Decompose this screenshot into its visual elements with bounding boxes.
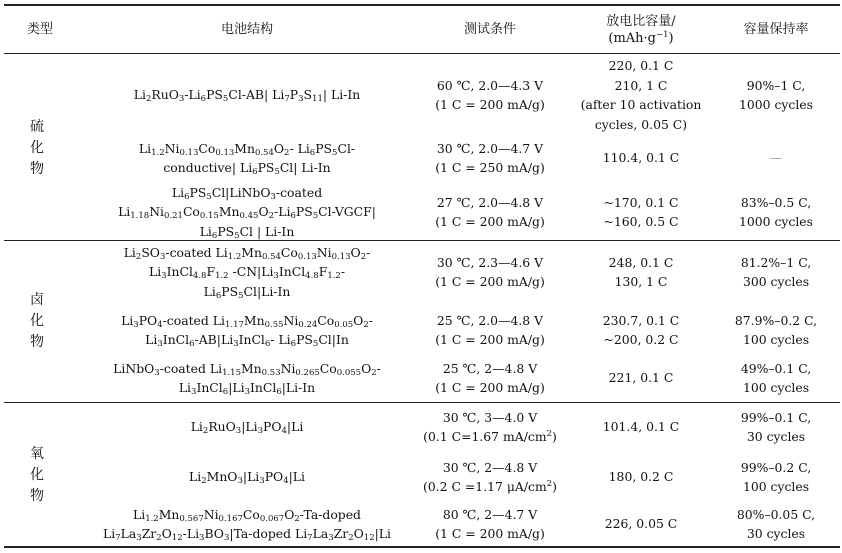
row-4-capacity-line: 130, 1 C xyxy=(614,274,668,289)
row-7-conditions xyxy=(410,408,570,447)
row-6-conditions xyxy=(410,359,570,398)
row-4-retention-line: 300 cycles xyxy=(742,274,810,289)
header-rule xyxy=(4,53,840,54)
row-2-structure xyxy=(84,139,410,178)
row-9-conditions-line: (1 C = 200 mA/g) xyxy=(435,526,545,541)
row-4-capacity xyxy=(570,253,712,292)
row-8-capacity xyxy=(570,467,712,487)
row-5-capacity-line: ~200, 0.2 C xyxy=(603,332,679,347)
row-3-structure-line: $Li_6PS_5Cl$ | Li-In xyxy=(199,223,295,241)
row-8-conditions xyxy=(410,458,570,497)
category-oxide: 氧 化 物 xyxy=(30,446,44,504)
row-1-capacity-line: 210, 1 C xyxy=(614,77,668,93)
row-2-conditions xyxy=(410,139,570,178)
row-6-conditions-line: 25 ℃, 2—4.8 V xyxy=(442,360,538,376)
row-7-capacity xyxy=(570,417,712,437)
top-rule xyxy=(4,4,840,6)
row-1-retention-line: 90%–1 C, xyxy=(746,77,806,93)
header-conditions: 测试条件 xyxy=(463,22,516,37)
row-5-structure-line: $Li_3PO_4$-coated $Li_{1.17}Mn_{0.55}Ni_{0.24}Co_{0.05}O_2-$ xyxy=(121,312,373,330)
row-1-conditions xyxy=(410,76,570,115)
header-structure: 电池结构 xyxy=(220,22,273,37)
row-3-conditions-line: (1 C = 200 mA/g) xyxy=(435,214,545,229)
header-retention: 容量保持率 xyxy=(743,22,809,37)
row-5-conditions-line: (1 C = 200 mA/g) xyxy=(435,332,545,347)
row-3-structure xyxy=(84,183,410,242)
row-8-retention-line: 99%–0.2 C, xyxy=(740,459,812,475)
row-9-conditions-line: 80 ℃, 2—4.7 V xyxy=(442,506,538,522)
row-4-structure-line: $Li_6PS_5Cl|Li-In$ xyxy=(203,283,291,301)
row-4-conditions xyxy=(410,253,570,292)
row-2-structure-line: $Li_{1.2}Ni_{0.13}Co_{0.13}Mn_{0.54}O_2-$ $Li_6PS_5Cl-$ xyxy=(138,140,356,158)
row-6-conditions-line: (1 C = 200 mA/g) xyxy=(435,380,545,395)
header-capacity-line1: 放电比容量/ xyxy=(606,14,676,29)
row-7-structure xyxy=(84,417,410,437)
row-1-structure xyxy=(84,85,410,105)
row-2-capacity-line: 110.4, 0.1 C xyxy=(602,150,680,166)
row-9-conditions xyxy=(410,505,570,544)
row-9-retention-line: 30 cycles xyxy=(746,526,806,541)
row-3-structure-line: $Li_6PS_5Cl|LiNbO_3$-coated xyxy=(171,184,323,202)
row-7-conditions-line: 30 ℃, 3—4.0 V xyxy=(442,409,538,425)
row-6-capacity xyxy=(570,368,712,388)
row-8-conditions-line: (0.2 C =1.17 $\mu A/cm^2$) xyxy=(423,479,557,494)
row-2-retention xyxy=(712,148,840,168)
row-9-retention xyxy=(712,505,840,544)
row-1-capacity-line: (after 10 activation xyxy=(580,97,702,112)
row-1-capacity xyxy=(570,56,712,134)
row-8-retention-line: 100 cycles xyxy=(742,479,810,494)
row-1-structure-line: $Li_2RuO_3-Li_6PS_5Cl-AB|$ $Li_7P_3S_{11}|$ Li-In xyxy=(133,87,361,105)
row-5-structure-line: $Li_3InCl_6-AB|Li_3InCl_6-$ $Li_6PS_5Cl|In$ xyxy=(145,332,349,349)
row-4-conditions-line: (1 C = 200 mA/g) xyxy=(435,274,545,289)
row-1-capacity-line: 220, 0.1 C xyxy=(608,58,674,73)
row-5-retention-line: 87.9%–0.2 C, xyxy=(734,312,818,328)
row-1-retention-line: 1000 cycles xyxy=(738,97,813,112)
row-3-capacity-line: ~170, 0.1 C xyxy=(603,194,679,210)
row-4-structure xyxy=(84,243,410,302)
header-capacity-line2: $(mAh\cdot g^{-1})$ xyxy=(608,30,674,46)
row-1-conditions-line: (1 C = 200 mA/g) xyxy=(435,97,545,112)
row-4-structure-line: $Li_3InCl_{4.8}F_{1.2}$ $-CN|Li_3InCl_{4.8}F_{1.2}-$ xyxy=(148,264,346,282)
row-3-retention xyxy=(712,193,840,232)
row-5-capacity-line: 230.7, 0.1 C xyxy=(602,312,680,328)
row-6-capacity-line: 221, 0.1 C xyxy=(608,370,674,386)
header-capacity xyxy=(570,13,712,47)
row-6-structure xyxy=(84,359,410,398)
row-2-conditions-line: 30 ℃, 2.0—4.7 V xyxy=(436,140,544,156)
row-8-structure-line: $Li_2MnO_3|Li_3PO_4|Li$ xyxy=(189,469,305,487)
row-3-retention-line: 1000 cycles xyxy=(738,214,813,229)
row-4-retention-line: 81.2%–1 C, xyxy=(740,254,812,270)
category-sulfide: 硫 化 物 xyxy=(30,119,44,177)
row-7-conditions-line: (0.1 C=1.67 $mA/cm^2$) xyxy=(423,429,557,444)
bottom-rule xyxy=(4,546,840,548)
row-9-capacity-line: 226, 0.05 C xyxy=(604,516,678,532)
row-6-retention xyxy=(712,359,840,398)
row-3-structure-line: $Li_{1.18}Ni_{0.21}Co_{0.15}Mn_{0.45}O_2-Li_6PS_5Cl-VGCF|$ xyxy=(118,204,376,222)
row-5-conditions-line: 25 ℃, 2.0—4.8 V xyxy=(436,312,544,328)
row-3-conditions-line: 27 ℃, 2.0—4.8 V xyxy=(436,194,544,210)
row-5-structure xyxy=(84,311,410,350)
row-6-retention-line: 49%–0.1 C, xyxy=(740,360,812,376)
row-3-capacity xyxy=(570,193,712,232)
row-8-retention xyxy=(712,458,840,497)
row-9-structure-line: $Li_7La_3Zr_2O_{12}-Li_3BO_3|Ta$-doped $Li_7La_3Zr_2O_{12}|Li$ xyxy=(103,526,391,543)
row-5-capacity xyxy=(570,311,712,350)
row-4-conditions-line: 30 ℃, 2.3—4.6 V xyxy=(436,254,544,270)
row-5-retention xyxy=(712,311,840,350)
row-4-structure-line: $Li_2SO_3$-coated $Li_{1.2}Mn_{0.54}Co_{0.13}Ni_{0.13}O_2-$ xyxy=(123,244,371,262)
halide-oxide-rule xyxy=(4,402,840,403)
row-6-retention-line: 100 cycles xyxy=(742,380,810,395)
row-9-retention-line: 80%–0.05 C, xyxy=(736,506,816,522)
row-3-capacity-line: ~160, 0.5 C xyxy=(603,214,679,229)
row-8-structure xyxy=(84,467,410,487)
row-1-retention xyxy=(712,76,840,115)
row-9-capacity xyxy=(570,514,712,534)
row-2-retention-line: — xyxy=(769,150,783,166)
row-2-capacity xyxy=(570,148,712,168)
row-4-retention xyxy=(712,253,840,292)
row-9-structure xyxy=(84,505,410,544)
row-3-retention-line: 83%–0.5 C, xyxy=(740,194,812,210)
row-2-structure-line: conductive| $Li_6PS_5Cl|$ Li-In xyxy=(163,160,331,177)
row-2-conditions-line: (1 C = 250 mA/g) xyxy=(435,160,545,175)
row-8-conditions-line: 30 ℃, 2—4.8 V xyxy=(442,459,538,475)
category-halide: 卤 化 物 xyxy=(30,292,44,350)
row-5-conditions xyxy=(410,311,570,350)
row-6-structure-line: $Li_3InCl_6|Li_3InCl_6|Li-In$ xyxy=(178,380,316,397)
row-7-retention-line: 99%–0.1 C, xyxy=(740,409,812,425)
row-1-capacity-line: cycles, 0.05 C) xyxy=(594,116,688,132)
row-4-capacity-line: 248, 0.1 C xyxy=(608,254,674,270)
row-5-retention-line: 100 cycles xyxy=(742,332,810,347)
row-7-capacity-line: 101.4, 0.1 C xyxy=(602,419,680,435)
header-type: 类型 xyxy=(26,22,53,37)
row-8-capacity-line: 180, 0.2 C xyxy=(608,469,674,485)
row-6-structure-line: LiNbO$_3$-coated $Li_{1.15}Mn_{0.53}Ni_{0.265}Co_{0.055}O_2-$ xyxy=(113,360,381,378)
row-3-conditions xyxy=(410,193,570,232)
row-9-structure-line: $Li_{1.2}Mn_{0.567}Ni_{0.167}Co_{0.067}O_2-Ta$-doped xyxy=(132,506,361,524)
row-7-structure-line: $Li_2RuO_3|Li_3PO_4|Li$ xyxy=(190,419,304,437)
row-7-retention-line: 30 cycles xyxy=(746,429,806,444)
row-1-conditions-line: 60 ℃, 2.0—4.3 V xyxy=(436,77,544,93)
row-7-retention xyxy=(712,408,840,447)
